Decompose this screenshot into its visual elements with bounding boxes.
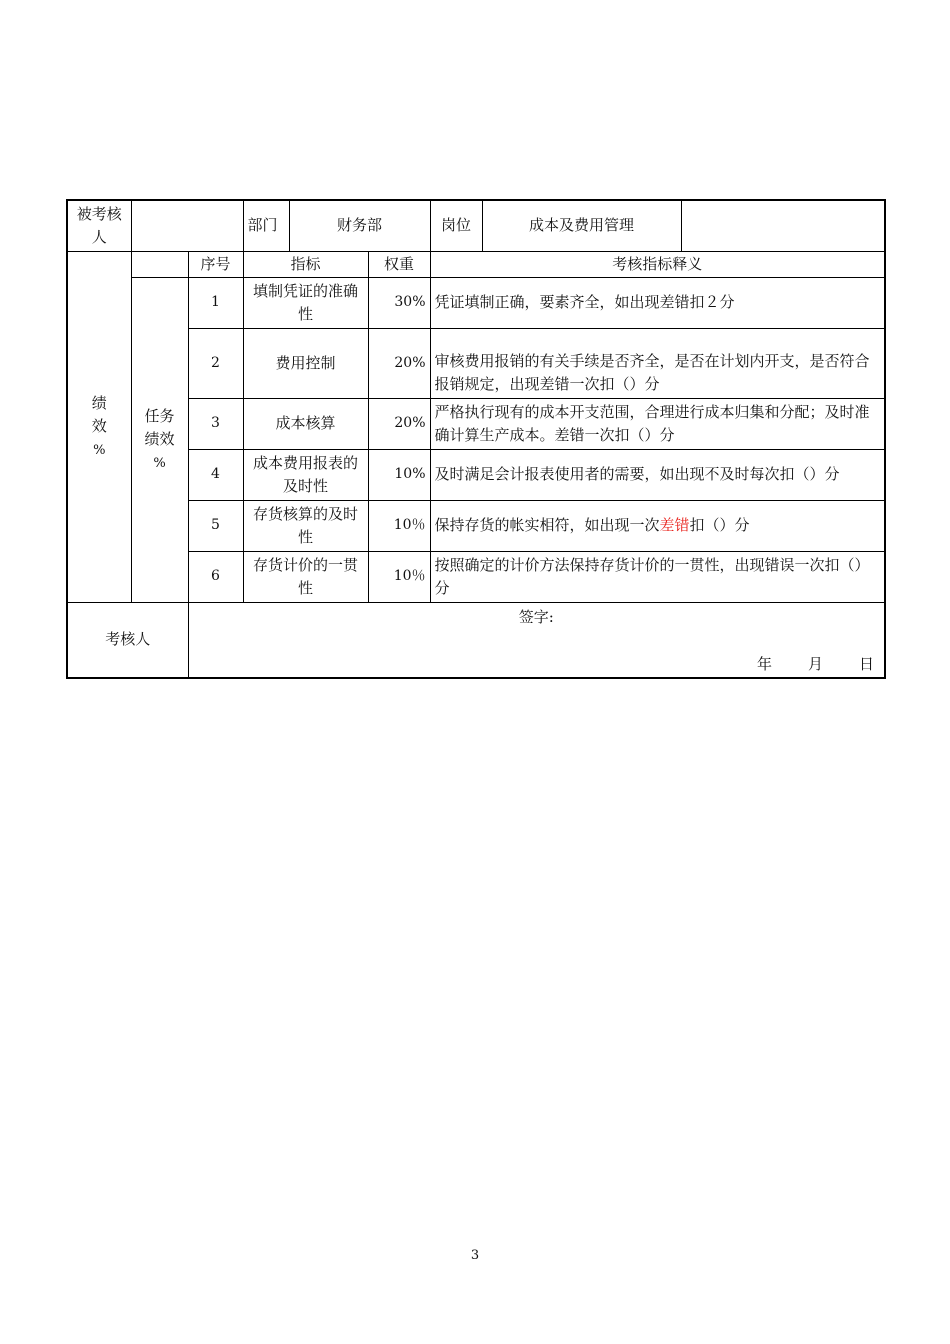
table-row — [67, 551, 885, 602]
table-row — [67, 328, 885, 398]
row-weight: 20% — [368, 328, 430, 398]
page-number: 3 — [470, 1248, 480, 1263]
row-weight: 10％ — [368, 551, 430, 602]
row-seq: 1 — [188, 277, 243, 328]
row-weight: 10％ — [368, 500, 430, 551]
row-indicator: 填制凭证的准确性 — [243, 277, 368, 328]
post-label: 岗位 — [430, 200, 482, 251]
header-extra-cell — [681, 200, 885, 251]
signature-label: 签字: — [518, 607, 554, 626]
task-performance-label: 任务 绩效 % — [131, 277, 188, 602]
post-value: 成本及费用管理 — [482, 200, 681, 251]
row-explanation: 凭证填制正确，要素齐全，如出现差错扣２分 — [430, 277, 885, 328]
table-row — [67, 398, 885, 449]
row-explanation: 审核费用报销的有关手续是否齐全，是否在计划内开支，是否符合报销规定，出现差错一次扣（）分 — [430, 328, 885, 398]
row-seq: 6 — [188, 551, 243, 602]
assessee-label: 被考核人 — [67, 200, 131, 251]
assessor-label: 考核人 — [67, 602, 188, 678]
row-seq: 3 — [188, 398, 243, 449]
date-day-label: 日 — [859, 655, 875, 673]
row-explanation: 按照确定的计价方法保持存货计价的一贯性，出现错误一次扣（）分 — [430, 551, 885, 602]
date-year-label: 年 — [756, 655, 772, 673]
row-seq: 4 — [188, 449, 243, 500]
row-indicator: 成本费用报表的及时性 — [243, 449, 368, 500]
row-weight: 20% — [368, 398, 430, 449]
column-header-row — [67, 251, 885, 277]
column-header-indicator: 指标 — [243, 251, 368, 277]
row-explanation: 保持存货的帐实相符，如出现一次差错扣（）分 — [430, 500, 885, 551]
row-indicator: 存货计价的一贯性 — [243, 551, 368, 602]
header-row — [67, 200, 885, 251]
row-seq: 2 — [188, 328, 243, 398]
signature-date — [757, 653, 874, 675]
column-header-explanation: 考核指标释义 — [430, 251, 885, 277]
row-indicator: 费用控制 — [243, 328, 368, 398]
department-value: 财务部 — [289, 200, 430, 251]
table-row — [67, 449, 885, 500]
highlighted-text: 差错 — [659, 516, 690, 534]
assessee-value[interactable] — [131, 200, 243, 251]
row-indicator: 成本核算 — [243, 398, 368, 449]
performance-group-label: 绩 效 % — [67, 251, 131, 602]
column-header-blank — [131, 251, 188, 277]
row-seq: 5 — [188, 500, 243, 551]
column-header-weight: 权重 — [368, 251, 430, 277]
department-label: 部门 — [243, 200, 289, 251]
row-indicator: 存货核算的及时性 — [243, 500, 368, 551]
performance-assessment-table — [66, 199, 886, 679]
table-row — [67, 277, 885, 328]
column-header-seq: 序号 — [188, 251, 243, 277]
signature-area[interactable] — [188, 602, 885, 678]
table-row — [67, 500, 885, 551]
signature-row — [67, 602, 885, 678]
row-explanation: 严格执行现有的成本开支范围，合理进行成本归集和分配；及时准确计算生产成本。差错一次扣（）分 — [430, 398, 885, 449]
date-month-label: 月 — [807, 655, 823, 673]
row-weight: 30% — [368, 277, 430, 328]
row-explanation: 及时满足会计报表使用者的需要，如出现不及时每次扣（）分 — [430, 449, 885, 500]
row-weight: 10% — [368, 449, 430, 500]
